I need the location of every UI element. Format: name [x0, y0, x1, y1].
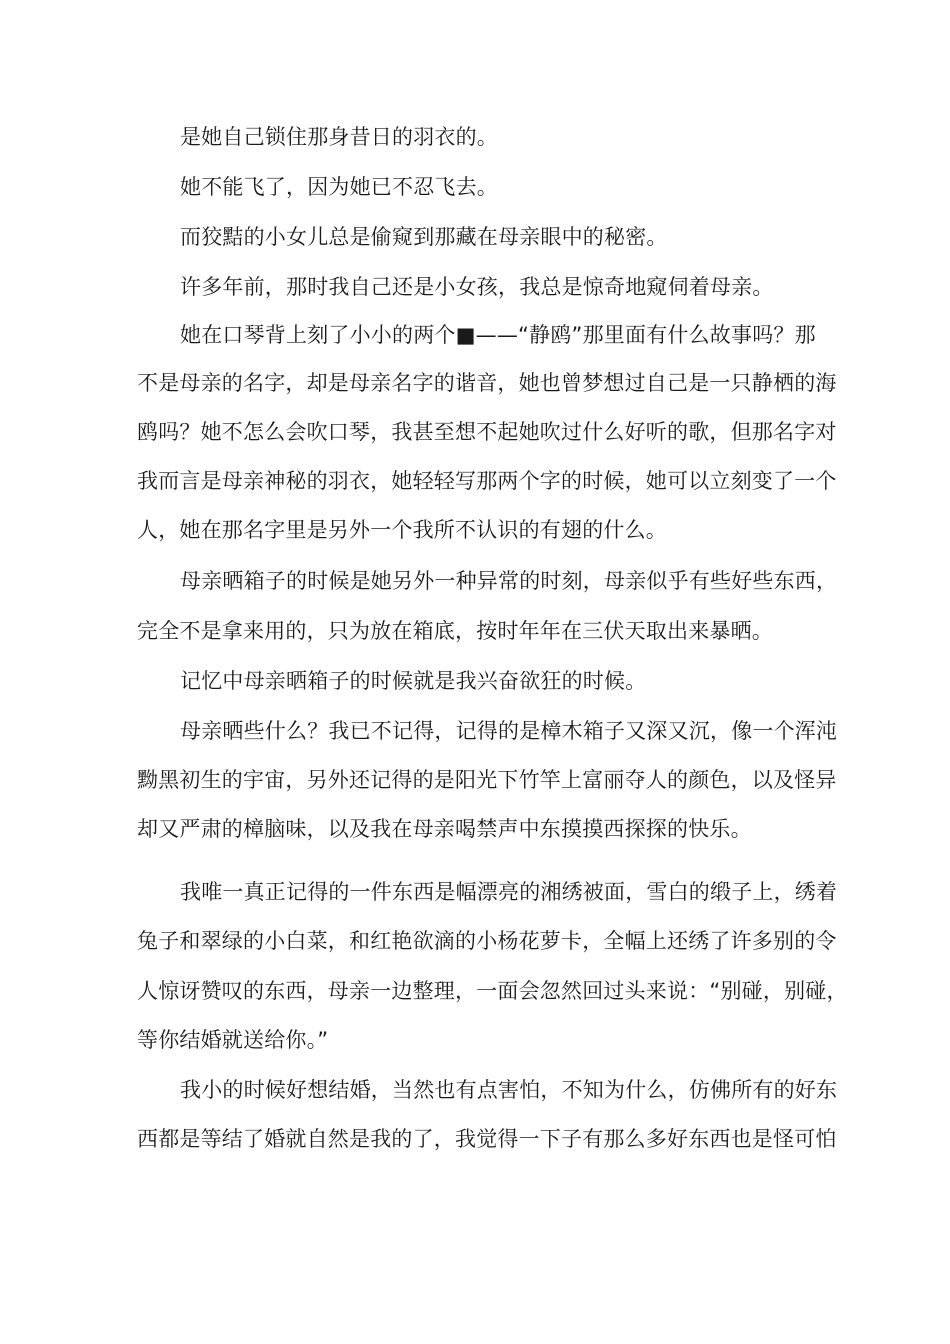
text-line: 我而言是母亲神秘的羽衣，她轻轻写那两个字的时候，她可以立刻变了一个 — [137, 469, 837, 493]
text-line: 西都是等结了婚就自然是我的了，我觉得一下子有那么多好东西也是怪可怕 — [137, 1127, 837, 1151]
text-line: 是她自己锁住那身昔日的羽衣的。 — [180, 125, 498, 149]
text-line: 完全不是拿来用的，只为放在箱底，按时年年在三伏天取出来暴晒。 — [137, 619, 773, 643]
text-line: 人惊讶赞叹的东西，母亲一边整理，一面会忽然回过头来说：“别碰，别碰， — [137, 979, 848, 1003]
text-line: 等你结婚就送给你。” — [137, 1028, 329, 1052]
text-line: 许多年前，那时我自己还是小女孩，我总是惊奇地窥伺着母亲。 — [180, 275, 774, 299]
text-line: 而狡黠的小女儿总是偷窥到那藏在母亲眼中的秘密。 — [180, 225, 668, 249]
text-line: 不是母亲的名字，却是母亲名字的谐音，她也曾梦想过自己是一只静栖的海 — [137, 371, 837, 395]
text-line: 黝黑初生的宇宙，另外还记得的是阳光下竹竿上富丽夺人的颜色，以及怪异 — [137, 768, 837, 792]
text-line: 她不能飞了，因为她已不忍飞去。 — [180, 175, 498, 199]
text-line: 鸥吗？她不怎么会吹口琴，我甚至想不起她吹过什么好听的歌，但那名字对 — [137, 420, 837, 444]
text-line: 兔子和翠绿的小白菜，和红艳欲滴的小杨花萝卡，全幅上还绣了许多别的令 — [137, 929, 837, 953]
text-line: 母亲晒些什么？我已不记得，记得的是樟木箱子又深又沉，像一个浑沌 — [180, 719, 838, 743]
text-line: 人，她在那名字里是另外一个我所不认识的有翅的什么。 — [137, 518, 667, 542]
text-line: 母亲晒箱子的时候是她另外一种异常的时刻，母亲似乎有些好些东西， — [180, 569, 838, 593]
text-line: 记忆中母亲晒箱子的时候就是我兴奋欲狂的时候。 — [180, 669, 647, 693]
text-line: 却又严肃的樟脑味，以及我在母亲喝禁声中东摸摸西探探的快乐。 — [137, 817, 752, 841]
text-line: 她在口琴背上刻了小小的两个■——“静鸥”那里面有什么故事吗？那 — [180, 323, 816, 347]
text-line: 我唯一真正记得的一件东西是幅漂亮的湘绣被面，雪白的缎子上，绣着 — [180, 880, 838, 904]
text-line: 我小的时候好想结婚，当然也有点害怕，不知为什么，仿佛所有的好东 — [180, 1078, 838, 1102]
